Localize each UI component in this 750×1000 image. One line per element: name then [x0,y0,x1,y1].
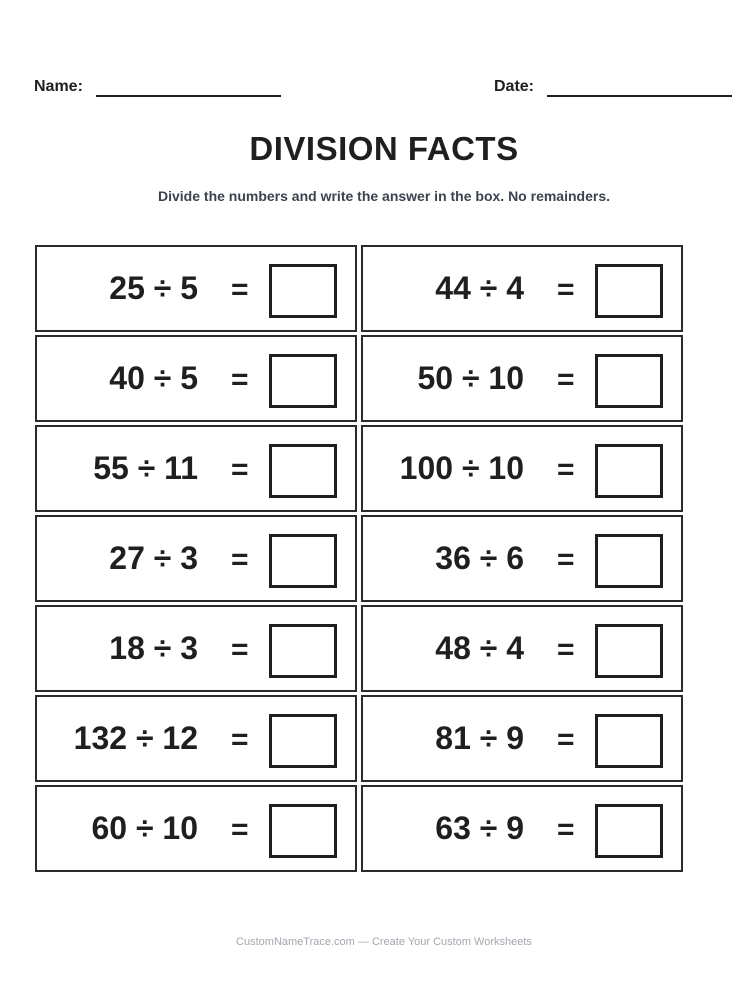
problem-cell [35,425,357,512]
problem-cell [361,335,683,422]
problem-expression: 81 ÷ 9 [435,720,524,756]
answer-box[interactable] [595,804,663,858]
problem-cell [361,245,683,332]
equals-sign: = [557,723,575,756]
problem-cell [361,695,683,782]
answer-box[interactable] [595,264,663,318]
answer-box[interactable] [595,714,663,768]
answer-box[interactable] [269,354,337,408]
equals-sign: = [557,813,575,846]
date-line[interactable] [547,81,732,97]
answer-box[interactable] [269,714,337,768]
page-title: DIVISION FACTS [249,130,519,167]
answer-box[interactable] [269,444,337,498]
name-label: Name: [34,78,83,95]
equals-sign: = [231,543,249,576]
answer-box[interactable] [269,534,337,588]
name-line[interactable] [96,81,281,97]
footer-credit: CustomNameTrace.com — Create Your Custom Worksheets [236,936,532,948]
equals-sign: = [557,453,575,486]
problem-cell [35,335,357,422]
answer-box[interactable] [269,804,337,858]
problem-cell [361,605,683,692]
date-label: Date: [494,78,535,95]
problem-cell [35,605,357,692]
date-field[interactable] [494,77,732,97]
problem-expression: 44 ÷ 4 [435,270,524,306]
problem-cell [35,515,357,602]
problem-expression: 40 ÷ 5 [109,360,198,396]
problem-expression: 55 ÷ 11 [93,450,198,486]
equals-sign: = [557,273,575,306]
problem-expression: 100 ÷ 10 [399,450,524,486]
problem-grid [35,245,683,872]
problem-expression: 18 ÷ 3 [109,630,198,666]
problem-cell [361,785,683,872]
problem-expression: 25 ÷ 5 [109,270,198,306]
problem-expression: 27 ÷ 3 [109,540,198,576]
answer-box[interactable] [595,534,663,588]
equals-sign: = [231,363,249,396]
equals-sign: = [231,813,249,846]
problem-cell [361,515,683,602]
answer-box[interactable] [269,264,337,318]
equals-sign: = [231,273,249,306]
equals-sign: = [557,363,575,396]
answer-box[interactable] [595,444,663,498]
problem-expression: 48 ÷ 4 [435,630,524,666]
name-field[interactable] [34,77,281,97]
problem-cell [361,425,683,512]
answer-box[interactable] [269,624,337,678]
problem-expression: 36 ÷ 6 [435,540,524,576]
equals-sign: = [231,633,249,666]
problem-expression: 50 ÷ 10 [417,360,524,396]
problem-cell [35,695,357,782]
problem-expression: 63 ÷ 9 [435,810,524,846]
problem-cell [35,785,357,872]
equals-sign: = [557,543,575,576]
answer-box[interactable] [595,624,663,678]
instructions: Divide the numbers and write the answer in the box. No remainders. [158,188,610,204]
answer-box[interactable] [595,354,663,408]
problem-expression: 60 ÷ 10 [91,810,198,846]
equals-sign: = [557,633,575,666]
problem-expression: 132 ÷ 12 [73,720,198,756]
problem-cell [35,245,357,332]
equals-sign: = [231,453,249,486]
equals-sign: = [231,723,249,756]
